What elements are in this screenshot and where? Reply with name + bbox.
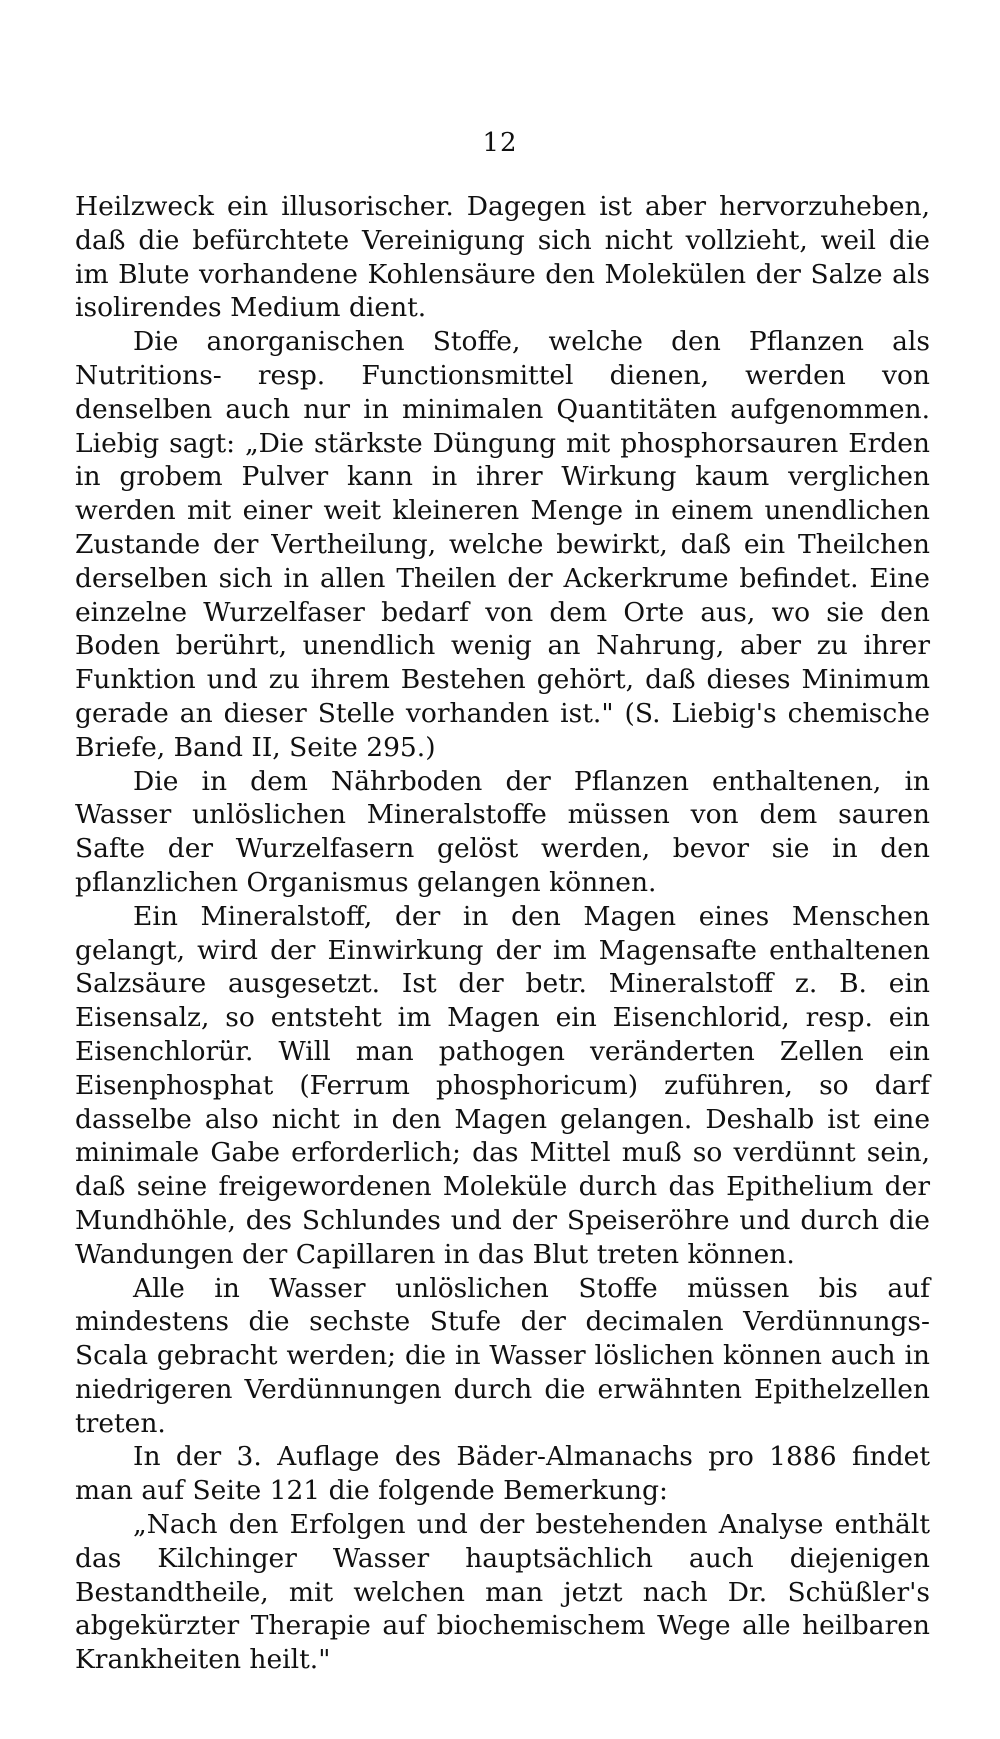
- paragraph-5: Alle in Wasser unlöslichen Stoffe müssen bis auf mindestens die sechste Stufe der decimalen Verdünnungs-Scala gebracht werden; die in Wasser löslichen können auch in niedrigeren Verdünnungen durch die erwähnten Epithelzellen treten.: [75, 1272, 930, 1439]
- paragraph-2: Die anorganischen Stoffe, welche den Pflanzen als Nutritions- resp. Functionsmittel dienen, werden von denselben auch nur in minimalen Quantitäten aufgenommen. Liebig sagt: „Die stärkste Düngung mit phosphorsauren Erden in grobem Pulver kann in ihrer Wirkung kaum verglichen werden mit einer weit kleineren Menge in einem unendlichen Zustande der Vertheilung, welche bewirkt, daß ein Theilchen derselben sich in allen Theilen der Ackerkrume befindet. Eine einzelne Wurzelfaser bedarf von dem Orte aus, wo sie den Boden berührt, unendlich wenig an Nahrung, aber zu ihrer Funktion und zu ihrem Bestehen gehört, daß dieses Minimum gerade an dieser Stelle vorhanden ist." (S. Liebig's chemische Briefe, Band II, Seite 295.): [75, 326, 930, 763]
- paragraph-3: Die in dem Nährboden der Pflanzen enthaltenen, in Wasser unlöslichen Mineralstoffe müssen von dem sauren Safte der Wurzelfasern gelöst werden, bevor sie in den pflanzlichen Organismus gelangen können.: [75, 765, 930, 898]
- paragraph-6: In der 3. Auflage des Bäder-Almanachs pro 1886 findet man auf Seite 121 die folgende Bemerkung:: [75, 1441, 930, 1507]
- page-number: 12: [482, 128, 518, 158]
- paragraph-1: Heilzweck ein illusorischer. Dagegen ist aber hervorzuheben, daß die befürchtete Vereinigung sich nicht vollzieht, weil die im Blute vorhandene Kohlensäure den Molekülen der Salze als isolirendes Medium dient.: [75, 191, 930, 324]
- paragraph-4: Ein Mineralstoff, der in den Magen eines Menschen gelangt, wird der Einwirkung der im Magensafte enthaltenen Salzsäure ausgesetzt. Ist der betr. Mineralstoff z. B. ein Eisensalz, so entsteht im Magen ein Eisenchlorid, resp. ein Eisenchlorür. Will man pathogen veränderten Zellen ein Eisenphosphat (Ferrum phosphoricum) zuführen, so darf dasselbe also nicht in den Magen gelangen. Deshalb ist eine minimale Gabe erforderlich; das Mittel muß so verdünnt sein, daß seine freigewordenen Moleküle durch das Epithelium der Mundhöhle, des Schlundes und der Speiseröhre und durch die Wandungen der Capillaren in das Blut treten können.: [75, 900, 930, 1270]
- body-text: [75, 190, 930, 1677]
- paragraph-7: „Nach den Erfolgen und der bestehenden Analyse enthält das Kilchinger Wasser hauptsächlich auch diejenigen Bestandtheile, mit welchen man jetzt nach Dr. Schüßler's abgekürzter Therapie auf biochemischem Wege alle heilbaren Krankheiten heilt.": [75, 1509, 930, 1676]
